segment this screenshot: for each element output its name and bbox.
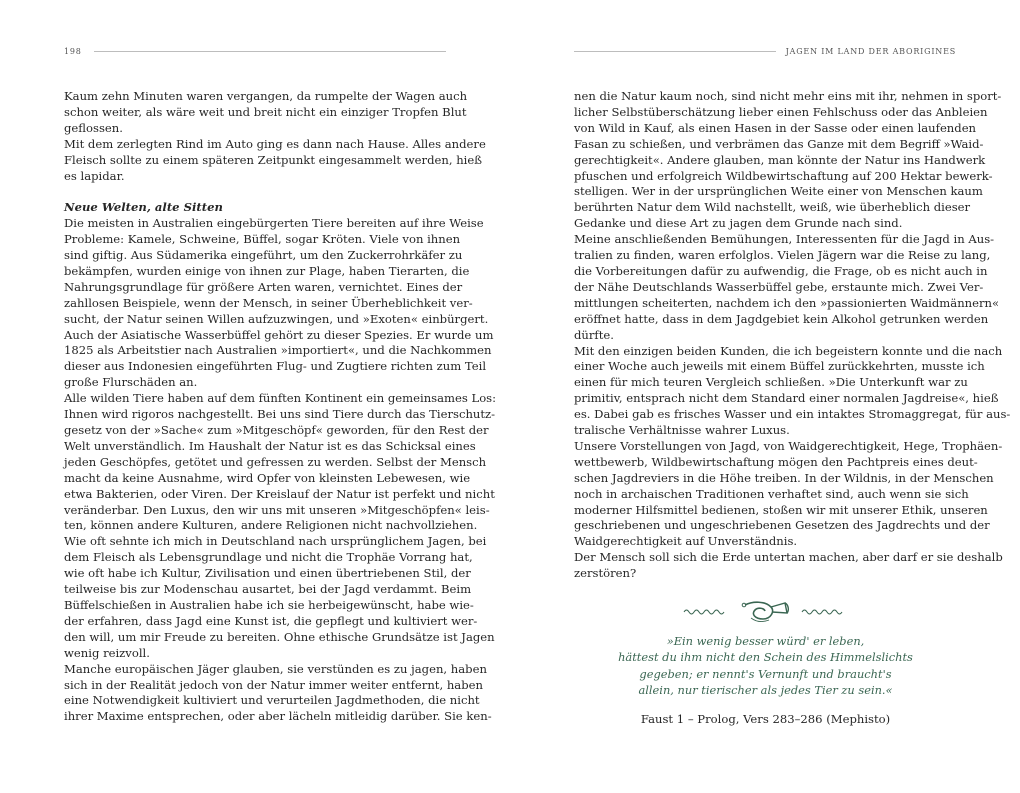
text-line: große Flurschäden an.	[64, 375, 198, 390]
text-line: eröffnet hatte, dass in dem Jagdgebiet kein Alkohol getrunken werden	[574, 311, 989, 326]
text-line: sich in der Realität jedoch von der Natur immer weiter entfernt, haben	[64, 677, 483, 692]
text-line: den will, um mir Freude zu bereiten. Ohne ethische Grundsätze ist Jagen	[64, 629, 495, 644]
text-line: einer Woche auch jeweils mit einem Büffel zurückkehrten, musste ich	[574, 359, 985, 374]
text-line: Büffelschießen in Australien habe ich sie herbeigewünscht, habe wie-	[64, 597, 474, 612]
text-line: primitiv, entsprach nicht dem Standard einer normalen Jagdreise«, hieß	[574, 391, 999, 406]
section-subheading: Neue Welten, alte Sitten	[64, 200, 223, 215]
text-line: mittlungen scheiterten, nachdem ich den »passionierten Waidmännern«	[574, 295, 1000, 310]
text-line: dürfte.	[574, 327, 614, 342]
text-line: tralien zu finden, waren erfolglos. Vielen Jägern war die Reise zu lang,	[574, 248, 991, 263]
text-line: geflossen.	[64, 120, 123, 135]
quote-source: Faust 1 – Prolog, Vers 283–286 (Mephisto)	[640, 712, 891, 726]
text-line: macht da keine Ausnahme, wird Opfer von kleinsten Lebewesen, wie	[64, 470, 471, 485]
text-line: pfuschen und erfolgreich Wildbewirtschaftung auf 200 Hektar bewerk-	[574, 168, 993, 183]
text-line: Ihnen wird rigoros nachgestellt. Bei uns sind Tiere durch das Tierschutz-	[64, 407, 496, 422]
text-line: wenig reizvoll.	[64, 645, 150, 660]
text-line: etwa Bakterien, oder Viren. Der Kreislauf der Natur ist perfekt und nicht	[64, 486, 495, 501]
text-line: jeden Geschöpfes, getötet und gefressen zu werden. Selbst der Mensch	[64, 454, 487, 469]
text-line: eine Notwendigkeit kultiviert und verurteilen Jagdmethoden, die nicht	[64, 693, 480, 708]
section-ornament	[680, 599, 850, 625]
text-line: ihrer Maxime entsprechen, oder aber lächeln mitleidig darüber. Sie ken-	[64, 709, 492, 724]
text-line: der Nähe Deutschlands Wasserbüffel gebe, erstaunte mich. Zwei Ver-	[574, 279, 984, 294]
ornament-flourish-right-icon	[801, 608, 847, 616]
text-line: zahllosen Beispiele, wenn der Mensch, in seiner Überheblichkeit ver-	[64, 295, 473, 310]
quote-line: gegeben; er nennt's Vernunft und braucht's	[639, 666, 892, 681]
right-page	[510, 0, 1020, 793]
text-line: noch in archaischen Traditionen verhaftet sind, auch wenn sie sich	[574, 486, 969, 501]
text-line: schen Jagdreviers in die Höhe treiben. In der Wildnis, in der Menschen	[574, 470, 994, 485]
right-page-header	[574, 44, 956, 58]
text-line: Probleme: Kamele, Schweine, Büffel, sogar Kröten. Viele von ihnen	[64, 232, 461, 247]
text-line: dieser aus Indonesien eingeführten Flug- und Zugtiere richten zum Teil	[64, 359, 487, 374]
text-line: von Wild in Kauf, als einen Hasen in der Sasse oder einen laufenden	[574, 120, 977, 135]
text-line: Wie oft sehnte ich mich in Deutschland nach ursprünglichem Jagen, bei	[64, 534, 487, 549]
text-line: ten, können andere Kulturen, andere Religionen nicht nachvollziehen.	[64, 518, 478, 533]
page-number: 198	[64, 46, 82, 56]
text-line: 1825 als Arbeitstier nach Australien »importiert«, und die Nachkommen	[64, 343, 492, 358]
text-line: gerechtigkeit«. Andere glauben, man könnte der Natur ins Handwerk	[574, 152, 986, 167]
text-line: Manche europäischen Jäger glauben, sie verstünden es zu jagen, haben	[64, 661, 487, 676]
text-line: Nahrungsgrundlage für größere Arten waren, vernichtet. Eines der	[64, 279, 463, 294]
text-line: stelligen. Wer in der ursprünglichen Weite einer von Menschen kaum	[574, 184, 983, 199]
text-line: sind giftig. Aus Südamerika eingeführt, um den Zuckerrohrkäfer zu	[64, 248, 463, 263]
text-line: nen die Natur kaum noch, sind nicht mehr eins mit ihr, nehmen in sport-	[574, 89, 1002, 103]
text-line: Mit dem zerlegten Rind im Auto ging es dann nach Hause. Alles andere	[64, 136, 486, 151]
text-line: Die meisten in Australien eingebürgerten Tiere bereiten auf ihre Weise	[64, 216, 484, 231]
text-line: die Vorbereitungen dafür zu aufwendig, die Frage, ob es nicht auch in	[574, 263, 988, 278]
quote-line: »Ein wenig besser würd' er leben,	[666, 634, 865, 648]
paragraph-block	[574, 89, 1011, 582]
text-line: veränderbar. Den Luxus, den wir uns mit unseren »Mitgeschöpfen« leis-	[64, 502, 490, 517]
text-line: dem Fleisch als Lebensgrundlage und nicht die Trophäe Vorrang hat,	[64, 550, 473, 565]
text-line: Kaum zehn Minuten waren vergangen, da rumpelte der Wagen auch	[64, 89, 468, 103]
text-line: Fasan zu schießen, und verbrämen das Ganze mit dem Begriff »Waid-	[574, 136, 984, 151]
text-line: geschriebenen und ungeschriebenen Gesetzen des Jagdrechts und der	[574, 518, 990, 533]
text-line: Gedanke und diese Art zu jagen dem Grunde nach sind.	[574, 216, 903, 231]
text-line: Welt unverständlich. Im Haushalt der Natur ist es das Schicksal eines	[64, 438, 476, 453]
text-line: wettbewerb, Wildbewirtschaftung mögen den Pachtpreis eines deut-	[574, 454, 978, 469]
text-line: bekämpfen, wurden einige von ihnen zur Plage, haben Tierarten, die	[64, 263, 470, 278]
text-line: wie oft habe ich Kultur, Zivilisation und einen übertriebenen Stil, der	[64, 566, 471, 581]
hunting-horn-icon	[739, 599, 791, 625]
text-line: Alle wilden Tiere haben auf dem fünften Kontinent ein gemeinsames Los:	[64, 391, 497, 406]
text-line: moderner Hilfsmittel bedienen, stoßen wir mit unserer Ethik, unseren	[574, 502, 988, 517]
text-line: licher Selbstüberschätzung lieber einen Fehlschuss oder das Anbleien	[574, 104, 988, 119]
right-page-body	[574, 89, 1011, 582]
text-line: Waidgerechtigkeit auf Unverständnis.	[574, 534, 798, 549]
quote-line: allein, nur tierischer als jedes Tier zu sein.«	[638, 683, 893, 698]
left-page-header	[64, 44, 446, 58]
text-line: Der Mensch soll sich die Erde untertan machen, aber darf er sie deshalb	[574, 550, 1003, 565]
header-rule	[574, 51, 776, 52]
header-rule	[94, 51, 446, 52]
text-line: der erfahren, dass Jagd eine Kunst ist, die gepflegt und kultiviert wer-	[64, 613, 478, 628]
ornament-flourish-left-icon	[683, 608, 729, 616]
text-line: sucht, der Natur seinen Willen aufzuzwingen, und »Exoten« einbürgert.	[64, 311, 489, 326]
text-line: es. Dabei gab es frisches Wasser und ein intaktes Stromaggregat, für aus-	[574, 407, 1011, 422]
faust-quote	[574, 633, 957, 699]
text-line: Mit den einzigen beiden Kunden, die ich begeistern konnte und die nach	[574, 343, 1003, 358]
left-page-body	[64, 89, 497, 725]
text-line: einen für mich teuren Vergleich schließen. »Die Unterkunft war zu	[574, 375, 968, 390]
text-line: schon weiter, als wäre weit und breit nicht ein einziger Tropfen Blut	[64, 104, 467, 119]
text-line: zerstören?	[574, 566, 637, 581]
text-line: Unsere Vorstellungen von Jagd, von Waidgerechtigkeit, Hege, Trophäen-	[574, 438, 1003, 453]
paragraph-block	[64, 216, 497, 725]
text-line: Auch der Asiatische Wasserbüffel gehört zu dieser Spezies. Er wurde um	[64, 327, 494, 342]
text-line: Fleisch sollte zu einem späteren Zeitpunkt eingesammelt werden, hieß	[64, 152, 482, 167]
text-line: tralische Verhältnisse wahrer Luxus.	[574, 423, 790, 438]
text-line: berührten Natur dem Wild nachstellt, weiß, wie überheblich dieser	[574, 200, 971, 215]
text-line: teilweise bis zur Modenschau ausartet, bei der Jagd verdammt. Beim	[64, 582, 472, 597]
paragraph-block	[64, 89, 486, 184]
text-line: es lapidar.	[64, 168, 125, 183]
quote-line: hättest du ihm nicht den Schein des Himmelslichts	[618, 650, 913, 665]
running-head: JAGEN IM LAND DER ABORIGINES	[785, 46, 956, 56]
text-line: Meine anschließenden Bemühungen, Interessenten für die Jagd in Aus-	[574, 232, 995, 247]
text-line: gesetz von der »Sache« zum »Mitgeschöpf« geworden, für den Rest der	[64, 423, 489, 438]
